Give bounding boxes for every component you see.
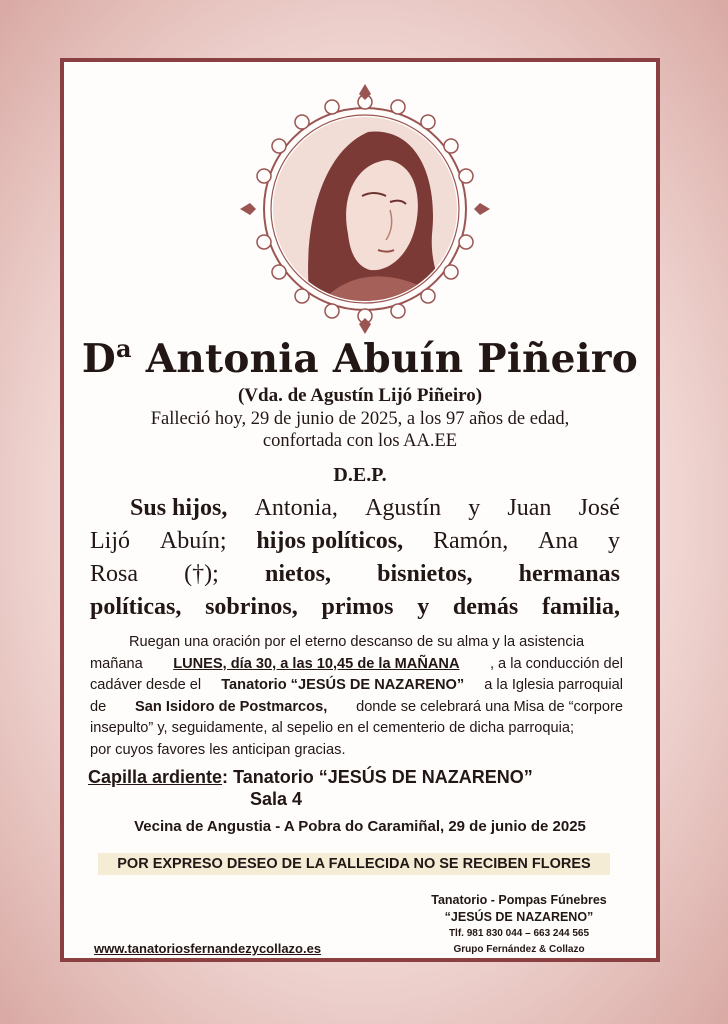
- family-list: [90, 492, 620, 624]
- no-flowers-notice: POR EXPRESO DESEO DE LA FALLECIDA NO SE RECIBEN FLORES: [98, 853, 610, 875]
- death-details: Falleció hoy, 29 de junio de 2025, a los 97 años de edad, confortada con los AA.EE: [150, 409, 570, 451]
- prayer-paragraph: [90, 632, 623, 761]
- prayer-line: cadáver desde el Tanatorio “JESÚS DE NAZARENO” a la Iglesia parroquial: [90, 677, 623, 693]
- virgin-mary-medallion: [240, 84, 490, 334]
- chapel-room: Sala 4: [250, 789, 303, 809]
- prayer-line: Ruegan una oración por el eterno descanso de su alma y la asistencia: [128, 634, 585, 650]
- chapel-info: Capilla ardiente: Tanatorio “JESÚS DE NAZARENO”: [88, 767, 533, 787]
- family-line: Lijó Abuín; hijos políticos, Ramón, Ana y: [90, 528, 620, 554]
- funeral-home-info: Tanatorio - Pompas Fúnebres “JESÚS DE NAZARENO” Tlf. 981 830 044 – 663 244 565 Grupo Fernández & Collazo: [431, 893, 607, 955]
- prayer-line: de San Isidoro de Postmarcos, donde se celebrará una Misa de “corpore: [90, 698, 623, 715]
- prayer-line: insepulto” y, seguidamente, al sepelio en el cementerio de dicha parroquia;: [90, 720, 575, 736]
- dep-text: D.E.P.: [333, 464, 387, 486]
- widow-of: (Vda. de Agustín Lijó Piñeiro): [237, 385, 483, 406]
- residence-line: Vecina de Angustia - A Pobra do Caramiñal, 29 de junio de 2025: [134, 818, 586, 835]
- obituary-card: [60, 58, 660, 962]
- family-line: políticas, sobrinos, primos y demás familia,: [90, 594, 620, 620]
- website-link[interactable]: www.tanatoriosfernandezycollazo.es: [94, 941, 322, 956]
- family-line: Sus hijos, Antonia, Agustín y Juan José: [130, 495, 620, 521]
- prayer-line: por cuyos favores les anticipan gracias.: [90, 741, 346, 758]
- prayer-line: mañana LUNES, día 30, a las 10,45 de la MAÑANA , a la conducción del: [90, 655, 623, 672]
- deceased-name: $D^a$ Antonia Abuín Piñeiro: [81, 334, 639, 382]
- family-line: Rosa (†); nietos, bisnietos, hermanas: [90, 561, 620, 587]
